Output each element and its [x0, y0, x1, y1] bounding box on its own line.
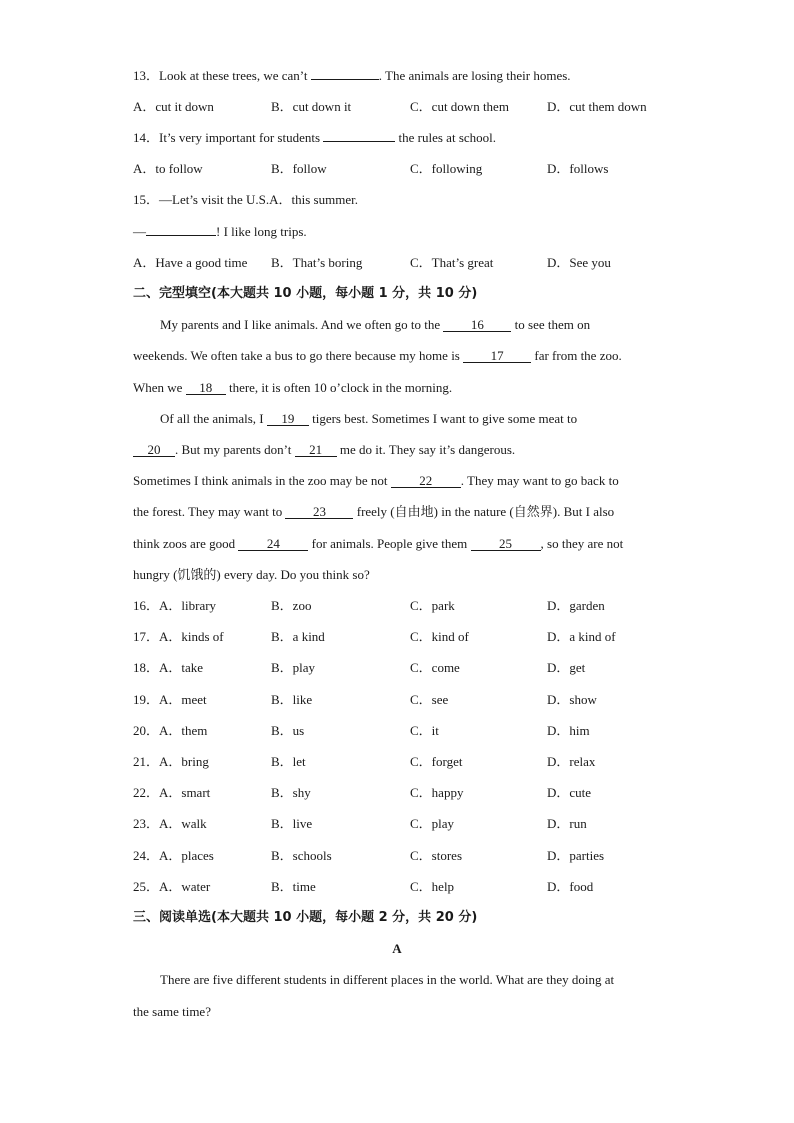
choice-22-b: B．shy [271, 785, 311, 800]
choice-24-a: 24．A．places [133, 848, 214, 863]
answer-blank [146, 235, 216, 236]
choice-23-c: C．play [410, 816, 455, 831]
q14-option-d: D．follows [547, 161, 609, 176]
q13-option-c: C．cut down them [410, 99, 509, 114]
choice-22-d: D．cute [547, 785, 592, 800]
section-3-title: 三、阅读单选(本大题共 10 小题，每小题 2 分，共 20 分) [133, 910, 478, 925]
choice-18-d: D．get [547, 660, 586, 675]
answer-blank [323, 141, 395, 142]
choice-16-a: 16．A．library [133, 598, 217, 613]
choice-19-a: 19．A．meet [133, 692, 207, 707]
cloze-blank-23: 23 [285, 505, 353, 519]
choice-23-d: D．run [547, 816, 587, 831]
choice-21-c: C．forget [410, 754, 463, 769]
choice-17-b: B．a kind [271, 629, 325, 644]
choice-20-d: D．him [547, 723, 590, 738]
choice-24-b: B．schools [271, 848, 332, 863]
cloze-blank-18: 18 [186, 381, 226, 395]
cloze-blank-20: 20 [133, 443, 175, 457]
cloze-line: Of all the animals, I 19 tigers best. Sometimes I want to give some meat to [160, 411, 578, 426]
section-2-title: 二、完型填空(本大题共 10 小题，每小题 1 分，共 10 分) [133, 286, 478, 301]
choice-25-c: C．help [410, 879, 455, 894]
cloze-blank-19: 19 [267, 412, 309, 426]
cloze-line: Sometimes I think animals in the zoo may be not 22 . They may want to go back to [133, 473, 619, 488]
choice-17-a: 17．A．kinds of [133, 629, 224, 644]
cloze-blank-25: 25 [471, 537, 541, 551]
passage-line: There are five different students in different places in the world. What are they doing at [160, 972, 615, 987]
q15-option-d: D．See you [547, 255, 611, 270]
q13-option-d: D．cut them down [547, 99, 647, 114]
cloze-blank-24: 24 [238, 537, 308, 551]
q13-stem: 13．Look at these trees, we can’t . The animals are losing their homes. [133, 68, 571, 83]
choice-16-b: B．zoo [271, 598, 312, 613]
choice-21-a: 21．A．bring [133, 754, 209, 769]
choice-17-c: C．kind of [410, 629, 469, 644]
q15-option-c: C．That’s great [410, 255, 494, 270]
q14-option-b: B．follow [271, 161, 327, 176]
cloze-blank-21: 21 [295, 443, 337, 457]
cloze-line: 20 . But my parents don’t 21 me do it. They say it’s dangerous. [133, 442, 515, 458]
choice-17-d: D．a kind of [547, 629, 616, 644]
choice-24-d: D．parties [547, 848, 605, 863]
cloze-blank-22: 22 [391, 474, 461, 488]
passage-line: the same time? [133, 1004, 211, 1019]
q15-option-b: B．That’s boring [271, 255, 363, 270]
cloze-blank-17: 17 [463, 349, 531, 363]
choice-19-b: B．like [271, 692, 313, 707]
q14-stem: 14．It’s very important for students the rules at school. [133, 130, 497, 145]
q15-reply: — ! I like long trips. [133, 224, 307, 239]
cloze-line: hungry (饥饿的) every day. Do you think so? [133, 567, 370, 582]
cloze-line: When we 18 there, it is often 10 o’clock in the morning. [133, 380, 453, 395]
cloze-line: My parents and I like animals. And we often go to the 16 to see them on [160, 317, 591, 332]
choice-22-a: 22．A．smart [133, 785, 211, 800]
q14-option-a: A．to follow [133, 161, 203, 176]
choice-22-c: C．happy [410, 785, 464, 800]
q13-option-a: A．cut it down [133, 99, 214, 114]
choice-23-b: B．live [271, 816, 313, 831]
choice-25-b: B．time [271, 879, 316, 894]
cloze-line: the forest. They may want to 23 freely (自由地) in the nature (自然界). But I also [133, 504, 615, 519]
choice-16-d: D．garden [547, 598, 605, 613]
choice-18-a: 18．A．take [133, 660, 204, 675]
choice-25-d: D．food [547, 879, 594, 894]
choice-19-d: D．show [547, 692, 597, 707]
q14-option-c: C．following [410, 161, 483, 176]
q15-stem: 15．—Let’s visit the U.S.A．this summer. [133, 192, 358, 207]
choice-23-a: 23．A．walk [133, 816, 207, 831]
choice-18-b: B．play [271, 660, 316, 675]
choice-24-c: C．stores [410, 848, 463, 863]
q13-option-b: B．cut down it [271, 99, 352, 114]
choice-20-a: 20．A．them [133, 723, 208, 738]
choice-21-b: B．let [271, 754, 306, 769]
cloze-line: weekends. We often take a bus to go there because my home is 17 far from the zoo. [133, 348, 622, 363]
choice-18-c: C．come [410, 660, 460, 675]
choice-19-c: C．see [410, 692, 449, 707]
choice-20-b: B．us [271, 723, 305, 738]
cloze-blank-16: 16 [443, 318, 511, 332]
cloze-line: think zoos are good 24 for animals. People give them 25 , so they are not [133, 536, 624, 551]
answer-blank [311, 79, 379, 80]
passage-label: A [392, 941, 402, 956]
choice-20-c: C．it [410, 723, 439, 738]
choice-25-a: 25．A．water [133, 879, 211, 894]
q15-option-a: A．Have a good time [133, 255, 248, 270]
choice-16-c: C．park [410, 598, 455, 613]
choice-21-d: D．relax [547, 754, 596, 769]
